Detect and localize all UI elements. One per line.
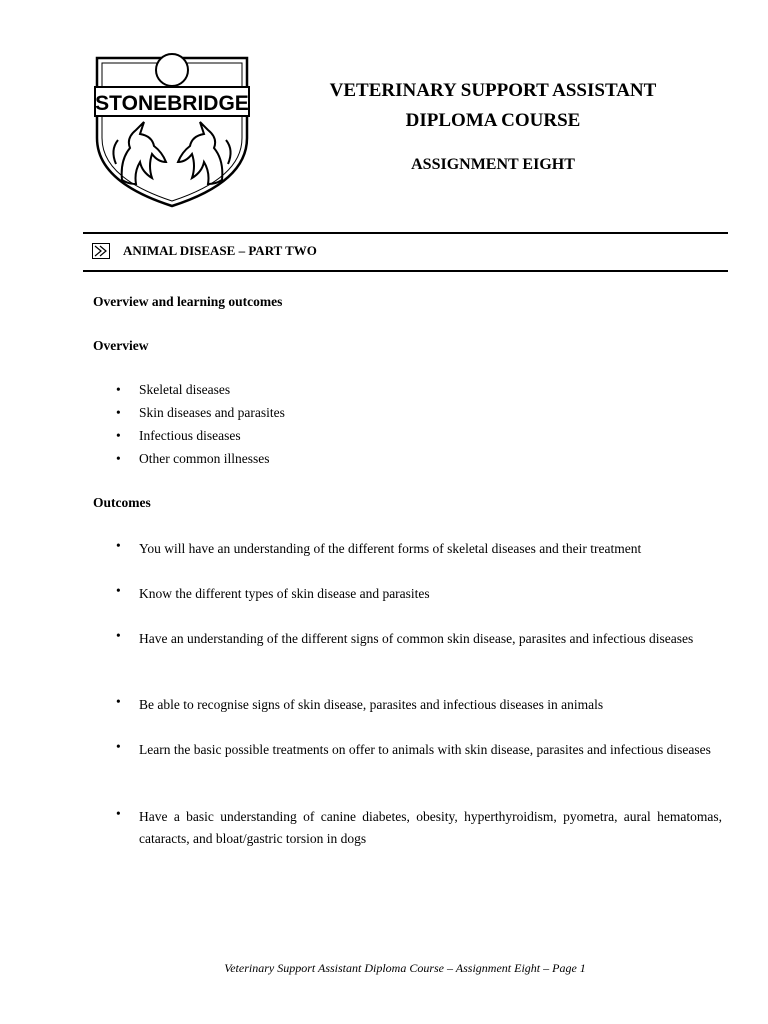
bullet: • (116, 694, 121, 709)
bullet: • (116, 583, 121, 598)
bullet: • (116, 806, 121, 821)
page-footer: Veterinary Support Assistant Diploma Course – Assignment Eight – Page 1 (224, 961, 586, 975)
title-line-2: DIPLOMA COURSE (405, 110, 581, 131)
overview-heading: Overview (93, 338, 149, 353)
bullet: • (116, 382, 121, 397)
svg-text:STONEBRIDGE: STONEBRIDGE (95, 92, 249, 115)
bullet: • (116, 739, 121, 754)
title-line-1: VETERINARY SUPPORT ASSISTANT (329, 80, 657, 101)
double-arrow-icon (92, 243, 110, 259)
stonebridge-logo (92, 50, 252, 208)
outcomes-heading: Outcomes (93, 495, 151, 510)
bullet: • (116, 538, 121, 553)
bullet: • (116, 428, 121, 443)
bullet: • (116, 405, 121, 420)
bullet: • (116, 451, 121, 466)
intro-heading: Overview and learning outcomes (93, 294, 283, 309)
bullet: • (116, 628, 121, 643)
assignment-title: ASSIGNMENT EIGHT (411, 156, 575, 173)
section-bottom-rule (83, 270, 728, 272)
section-header (92, 241, 317, 261)
section-top-rule (83, 232, 728, 234)
section-title: ANIMAL DISEASE – PART TWO (123, 243, 317, 258)
